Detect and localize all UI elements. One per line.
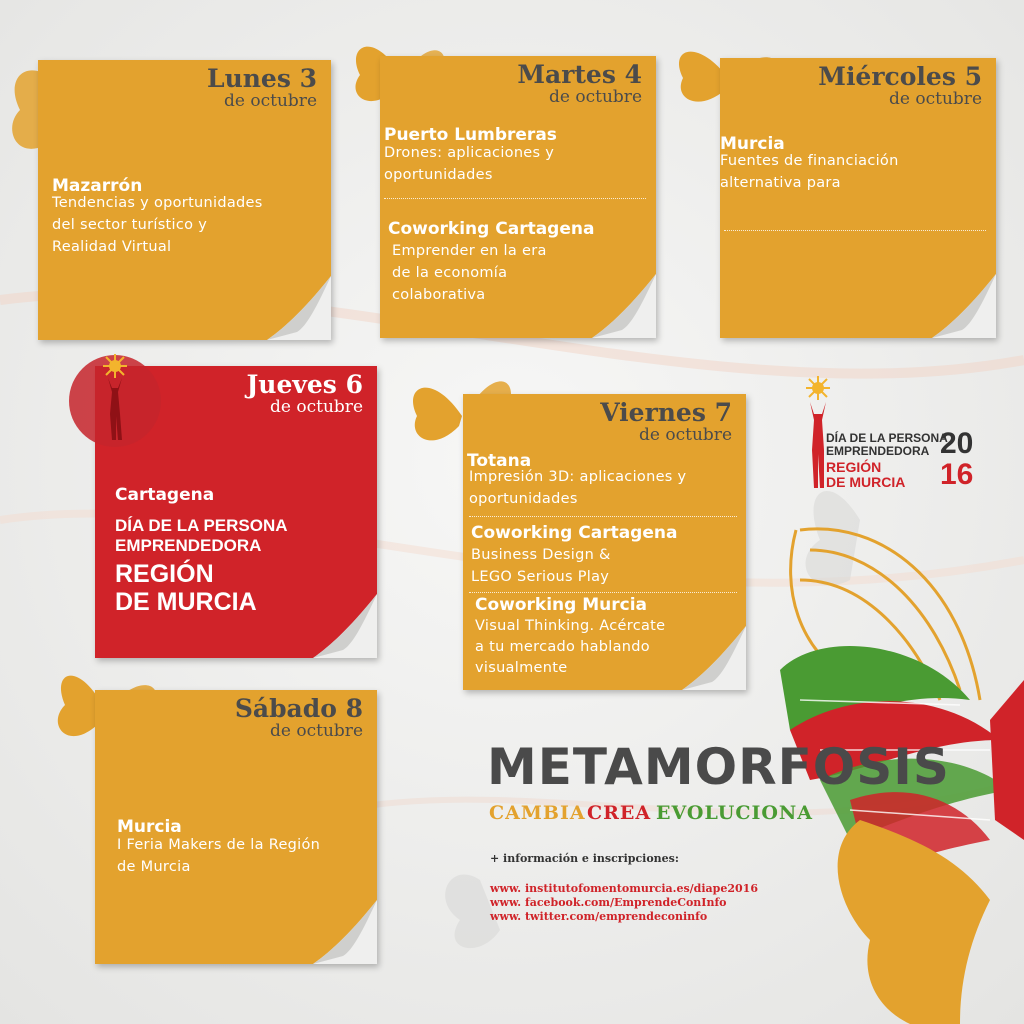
day-name: Viernes 7: [600, 398, 732, 427]
city-label: Coworking Cartagena: [471, 523, 678, 543]
logo-line: DÍA DE LA PERSONA: [826, 431, 948, 445]
event-line: DE MURCIA: [115, 588, 257, 616]
desc-line: oportunidades: [469, 491, 578, 507]
city-label: Cartagena: [115, 485, 215, 505]
page-curl: [682, 626, 746, 690]
event-line: EMPRENDEDORA: [115, 536, 262, 555]
day-month: de octubre: [270, 397, 363, 417]
page-curl: [313, 900, 377, 964]
note-viernes: [463, 394, 746, 690]
page-curl: [313, 594, 377, 658]
divider: [384, 198, 646, 199]
city-label: Murcia: [720, 134, 785, 154]
note-lunes: [38, 60, 331, 340]
emblem-icon: [66, 352, 164, 450]
city-label: Coworking Cartagena: [388, 219, 595, 239]
desc-line: Impresión 3D: aplicaciones y: [469, 469, 687, 485]
note-martes: [380, 56, 656, 338]
logo-line: DE MURCIA: [826, 474, 906, 490]
day-label: [818, 62, 982, 108]
link-website[interactable]: www. institutofomentomurcia.es/diape2016: [490, 882, 758, 895]
day-month: de octubre: [270, 721, 363, 741]
divider: [724, 230, 986, 231]
link-facebook[interactable]: www. facebook.com/EmprendeConInfo: [490, 896, 727, 909]
city-label: Totana: [467, 451, 532, 471]
city-label: Mazarrón: [52, 176, 143, 196]
desc-line: Visual Thinking. Acércate: [475, 618, 666, 634]
divider: [469, 516, 737, 517]
city-label: Coworking Murcia: [475, 595, 648, 615]
city-label: Puerto Lumbreras: [384, 125, 557, 145]
desc-line: Realidad Virtual: [52, 239, 172, 255]
desc-line: de la economía: [392, 265, 508, 281]
day-label: [517, 60, 642, 106]
day-month: de octubre: [549, 87, 642, 107]
desc-line: Emprender en la era: [392, 243, 547, 259]
desc-line: Tendencias y oportunidades: [52, 195, 263, 211]
city-label: Murcia: [117, 817, 182, 837]
desc-line: Drones: aplicaciones y: [384, 145, 555, 161]
divider: [469, 592, 737, 593]
logo-year: 20: [940, 427, 974, 460]
page-curl: [267, 276, 331, 340]
logo-line: EMPRENDEDORA: [826, 444, 930, 458]
note-miercoles: [720, 58, 996, 338]
desc-line: I Feria Makers de la Región: [117, 837, 321, 853]
day-label: [235, 694, 363, 740]
day-label: [207, 64, 317, 110]
tagline-crea: CREA: [587, 802, 652, 824]
desc-line: a tu mercado hablando: [475, 639, 650, 655]
desc-line: oportunidades: [384, 167, 493, 183]
desc-line: LEGO Serious Play: [471, 569, 610, 585]
day-month: de octubre: [224, 91, 317, 111]
day-label: [246, 370, 363, 416]
day-name: Lunes 3: [206, 64, 317, 93]
day-name: Jueves 6: [246, 370, 363, 399]
tagline-evoluciona: EVOLUCIONA: [656, 802, 813, 824]
desc-line: colaborativa: [392, 287, 486, 303]
event-line: DÍA DE LA PERSONA: [115, 516, 288, 535]
desc-line: Business Design &: [471, 547, 611, 563]
day-name: Sábado 8: [234, 694, 363, 723]
page-curl: [592, 274, 656, 338]
day-month: de octubre: [639, 425, 732, 445]
logo-year: 16: [940, 458, 974, 491]
page-curl: [932, 274, 996, 338]
event-line: REGIÓN: [115, 560, 214, 588]
day-name: Martes 4: [517, 60, 642, 89]
link-twitter[interactable]: www. twitter.com/emprendeconinfo: [490, 910, 708, 923]
tagline-cambia: CAMBIA: [489, 802, 586, 824]
desc-line: Fuentes de financiación: [720, 153, 899, 169]
note-sabado: [95, 690, 377, 964]
desc-line: visualmente: [475, 660, 568, 676]
desc-line: del sector turístico y: [52, 217, 208, 233]
day-month: de octubre: [889, 89, 982, 109]
desc-line: de Murcia: [117, 859, 191, 875]
logo-line: REGIÓN: [826, 459, 882, 475]
day-name: Miércoles 5: [818, 62, 982, 91]
day-label: [600, 398, 732, 444]
campaign-title: METAMORFOSIS: [487, 738, 950, 796]
desc-line: alternativa para: [720, 175, 841, 191]
info-label: + información e inscripciones:: [490, 852, 679, 865]
